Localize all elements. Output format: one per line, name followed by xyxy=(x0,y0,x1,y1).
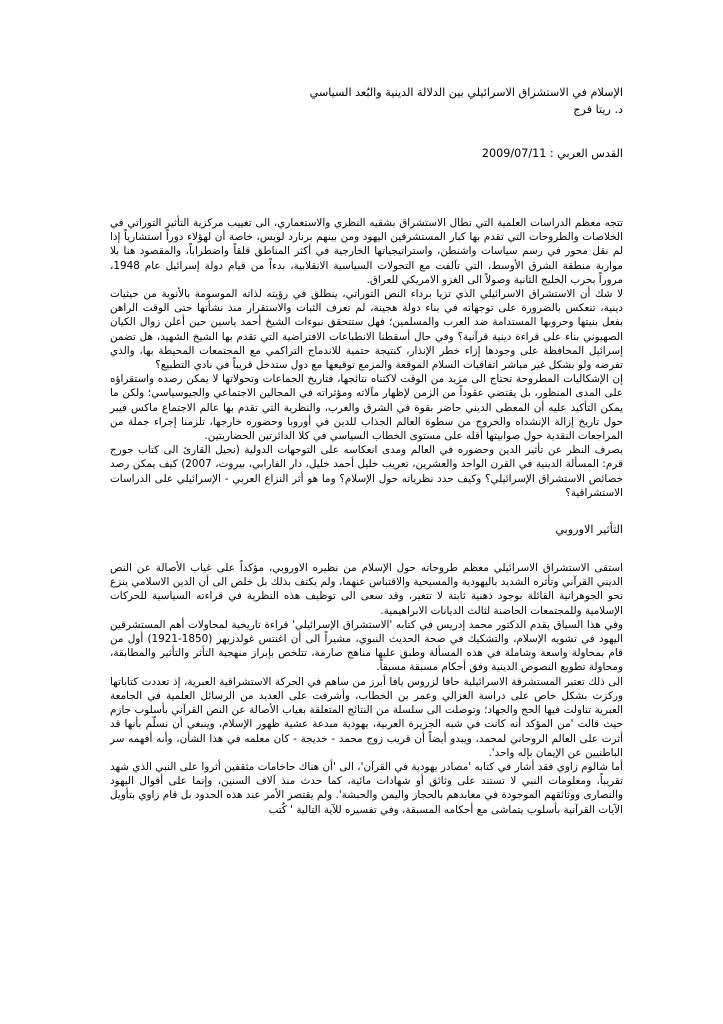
document-title: الإسلام في الاستشراق الاسرائيلي بين الدلالة الدينية والبُعد السياسي xyxy=(309,86,623,99)
section-paragraph-1: استقى الاستشراق الاسرائيلي معظم طروحاته حول الإسلام من نظيره الاوروبي، مؤكداً على غياب الأصالة عن النص الديني القرآني وتأثره الشديد باليهودية والمسيحية والاقتباس عنهما، ولم يكتف بذلك بل خلص الى أن الدين الاسلامي ينزع نحو الجوهرانية القائلة بوجود ذهنية ثابتة لا تتغير، وقد سعى الى توظيف هذه النظرية في قراءته السياسية للحركات الإسلامية وللمجتمعات الحاضنة لثالث الديانات الابراهيمية. xyxy=(110,562,623,617)
source-dateline: القدس العربي : 2009/07/11 xyxy=(481,147,623,160)
section-paragraph-2: وفي هذا السياق يقدم الدكتور محمد إدريس في كتابه 'الاستشراق الإسرائيلي' قراءة تاريخية لمحاولات أهم المستشرقين اليهود في تشويه الإسلام، والتشكيك في صحة الحديث النبوي، مشيراً الى أن اغنتس غولدزيهر (1850-1921) أول من قام بمحاولة واسعة وشاملة في هذه المسألة وطبق عليها مناهج صارمة، تتلخص بإبراز منهجية التأثر والتأثير والمطابقة، ومحاولة تطويع النصوص الدينية وفق أحكام مسبقة مسبقاً. xyxy=(110,618,623,674)
section-body-text xyxy=(110,561,623,817)
section-heading: التأثير الاوروبي xyxy=(555,523,623,537)
author-line: د. ريتا فرج xyxy=(573,103,623,116)
paragraph-4: بصرف النظر عن تأثير الدين وحضوره في العالم ومدى انعكاسه على التوجهات الدولية (نحيل القارئ الى كتاب جورج قرم: المسألة الدينية في القرن الواحد والعشرين، تعريب خليل أحمد خليل، دار الفارابي، بيروت، 2007) كيف يمكن رصد خصائص الاستشراق الإسرائيلي؟ وكيف حدد نظرياته حول الإسلام؟ وما هو أثر النزاع العربي - الإسرائيلي على الدراسات الاستشراقية؟ xyxy=(110,444,623,499)
section-paragraph-3: الى ذلك تعتبر المستشرقة الاسرائيلية حافا لزروس يافا أبرز من ساهم في الحركة الاستشراقية العبرية، إذ تعددت كتاباتها وركزت بشكل خاص على دراسة الغزالي وعمر بن الخطاب، وأشرفت على العديد من الرسائل العلمية في الجامعة العبرية تناولت فيها الحج والجهاد؛ وتوصلت الى سلسلة من النتائج المتعلقة بغياب الأصالة عن النص القرآني بأسلوب جازم حيث قالت 'من المؤكد أنه كانت في شبه الجزيرة العربية، يهودية مبدعة عشية ظهور الإسلام، وينبغي أن نسلّم بأنها قد أثرت على العالم الروحاني لمحمد، ويبدو أيضاً أن قريب زوج محمد - خديجة - كان معلمه في هذا الشأن، وأنه أفهمه سر الباطنيين عن الإيمان بإله واحد'. xyxy=(110,675,623,759)
paragraph-1: تتجه معظم الدراسات العلمية التي تطال الاستشراق بشقيه النظري والاستعماري، الى تغييب مركزية التأثير التوراتي في الخلاصات والطروحات التي تقدم بها كبار المستشرقين اليهود ومن بينهم برنارد لويس، خاصة أن لهؤلاء دوراً استشارياً إذا لم نقل محور في رسم سياسات واشنطن، واستراتيجياتها الخارجية في أكثر المناطق قلقاً واضطراباً، والمقصود هنا بلا مواربة منطقة الشرق الأوسط، التي تآلفت مع التحولات السياسية الانقلابية، بدءاً من قيام دولة إسرائيل عام 1948، مروراً بحرب الخليج الثانية وصولاً الى الغزو الامريكي للعراق. xyxy=(110,217,623,286)
section-paragraph-4: أما شالوم زاوي فقد أشار في كتابه 'مصادر يهودية في القرآن'، الى 'أن هناك حاخامات مثقفين أثروا على النبي الذي شهد تقريباً، ومعلومات النبي لا تستند على وثائق أو شهادات مائية، كما حدث منذ آلاف السنين، وإنما على أقوال اليهود والنصارى ووثائقهم الموجودة في معابدهم بالحجاز واليمن والحبشة'. ولم يقتصر الأمر عند هذه الحدود بل قام زاوي بتأويل الآيات القرآنية بأسلوب يتماشى مع أحكامه المسبقة، وفي تفسيره للآية التالية ' كُتب xyxy=(110,760,623,816)
body-text xyxy=(110,216,623,500)
paragraph-3: إن الإشكاليات المطروحة تحتاج الى مزيد من الوقت لاكتناه نتائجها، فتاريخ الجماعات وتحولاتها لا يمكن رصده واستقراؤه على المدى المنظور، بل يقتضي عقوداً من الزمن لإظهار مآلاته ومؤثراته في المجالين الاجتماعي والجيوسياسي؛ ولكن ما يمكن التأكيد عليه أن المعطى الديني حاضر بقوة في الشرق والغرب، والنظرية التي تقدم بها عالم الاجتماع ماكس فيبر حول تاريخ إزالة الإنشداه والخروج من سطوة العالم الجذاب للدين في أوروبا وحضوره خارجها، تلزمنا إجراء جملة من المراجعات النقدية حول صوابيتها أقله على مستوى الخطاب السياسي في كلا الدائرتين الحضاريتين. xyxy=(110,373,623,443)
paragraph-2: لا شك أن الاستشراق الاسرائيلي الذي تزيا برداء النص التوراتي، ينطلق في رؤيته لذاته الموسومة بالأنوية من حيثيات دينية، تنعكس بالضرورة على توجهاته في بناء دولة هجينة، لم تعرف الثبات والاستقرار منذ نشأتها حتى الوقت الراهن بفعل بنيتها وحروبها المستدامة ضد العرب والمسلمين؛ فهل ستتحقق نبوءات الشيخ أحمد ياسين حين أعلن زوال الكيان الصهيوني بناء على قراءة دينية قرآنية؟ وفي حال أسقطنا الانطباعات الافتراضية التي تقدم بها الشيخ الشهيد، هل تضمن إسرائيل المحافظة على وجودها إزاء خطر الإنذار، كنتيجة حتمية للاندماج التراكمي مع المجتمعات المحيطة بها، والذي تفرضه ولو بشكل غير مباشر اتفاقيات السلام الموقعة والمزمع توقيعها مع دول ستدخل قريباً في نادي التطبيع؟ xyxy=(110,288,623,372)
